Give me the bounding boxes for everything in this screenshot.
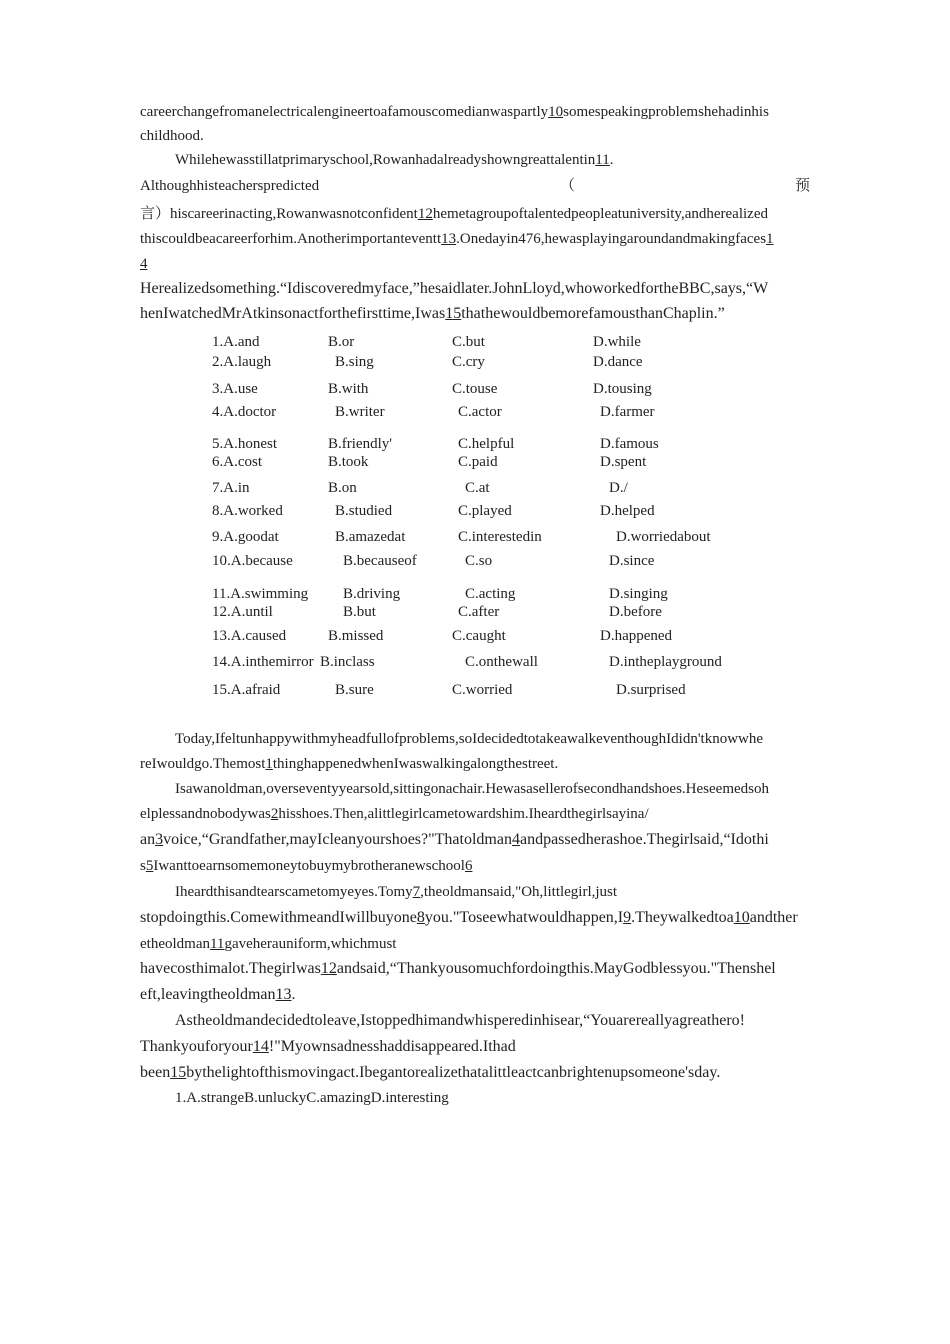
question-option-a: 1.A.and xyxy=(212,334,260,350)
question-option-a: 13.A.caused xyxy=(212,628,287,644)
question-option-d: D.happened xyxy=(600,628,673,644)
blank-13: 13 xyxy=(275,986,292,1003)
question-option-b: B.inclass xyxy=(320,654,375,670)
question-option-b: B.studied xyxy=(335,503,393,519)
question-option-d: D./ xyxy=(609,480,628,496)
passage1-line: Althoughhisteacherspredicted xyxy=(140,178,320,194)
passage1-paren: （ xyxy=(560,178,576,194)
question-option-b: B.with xyxy=(328,381,369,397)
question-option-b: B.driving xyxy=(343,586,401,602)
question-option-d: D.before xyxy=(609,604,662,620)
question-option-a: 9.A.goodat xyxy=(212,529,279,545)
blank-7: 7 xyxy=(412,884,421,900)
passage2-question: 1.A.strangeB.unluckyC.amazingD.interesting xyxy=(175,1090,449,1106)
question-option-b: B.sing xyxy=(335,354,374,370)
question-option-c: C.interestedin xyxy=(458,529,542,545)
question-option-b: B.sure xyxy=(335,682,374,698)
passage1-line: henIwatchedMrAtkinsonactforthefirsttime,Iwas15thathewouldbemorefamousthanChaplin.” xyxy=(140,305,725,322)
question-option-d: D.tousing xyxy=(593,381,652,397)
question-option-c: C.at xyxy=(465,480,490,496)
blank-14: 14 xyxy=(252,1038,269,1055)
question-option-b: B.or xyxy=(328,334,355,350)
question-option-b: B.writer xyxy=(335,404,385,420)
blank-15: 15 xyxy=(445,305,462,322)
passage2-line: Thankyouforyour14!"Myownsadnesshaddisappeared.Ithad xyxy=(140,1038,516,1055)
passage2-line: Isawanoldman,overseventyyearsold,sittingonachair.Hewasasellerofsecondhandshoes.Heseemedsoh xyxy=(175,781,769,797)
question-option-c: C.actor xyxy=(458,404,502,420)
blank-3: 3 xyxy=(155,831,164,848)
question-option-d: D.surprised xyxy=(616,682,686,698)
question-option-d: D.since xyxy=(609,553,655,569)
question-option-c: C.cry xyxy=(452,354,485,370)
question-option-a: 15.A.afraid xyxy=(212,682,281,698)
question-option-a: 3.A.use xyxy=(212,381,258,397)
passage2-line: been15bythelightofthismovingact.Ibegantorealizethatalittleactcanbrightenupsomeone'sday. xyxy=(140,1064,721,1081)
blank-9: 9 xyxy=(623,909,632,926)
blank-14b: 4 xyxy=(140,256,148,272)
passage2-line: stopdoingthis.ComewithmeandIwillbuyone8you."Toseewhatwouldhappen,I9.Theywalkedtoa10andther xyxy=(140,909,798,926)
question-option-c: C.after xyxy=(458,604,500,620)
passage2-line: elplessandnobodywas2hisshoes.Then,alittlegirlcametowardshim.Iheardthegirlsayina/ xyxy=(140,806,649,822)
question-option-c: C.caught xyxy=(452,628,506,644)
passage1-line: careerchangefromanelectricalengineertoafamouscomedianwaspartly10somespeakingproblemshehadinhis xyxy=(140,104,769,120)
question-option-d: D.while xyxy=(593,334,641,350)
passage1-line: 言）hiscareerinacting,Rowanwasnotconfident12hemetagroupoftalentedpeopleatuniversity,andherealized xyxy=(140,206,768,222)
blank-5: 5 xyxy=(145,858,154,874)
passage2-line: reIwouldgo.Themost1thinghappenedwhenIwaswalkingalongthestreet. xyxy=(140,756,559,772)
question-option-c: C.played xyxy=(458,503,512,519)
question-option-d: D.worriedabout xyxy=(616,529,711,545)
question-option-d: D.farmer xyxy=(600,404,655,420)
passage2-line: etheoldman11gaveherauniform,whichmust xyxy=(140,936,397,952)
question-option-b: B.friendly' xyxy=(328,436,392,452)
blank-14a: 1 xyxy=(766,231,774,247)
question-option-c: C.onthewall xyxy=(465,654,538,670)
passage1-line: Whilehewasstillatprimaryschool,Rowanhadalreadyshowngreattalentin11. xyxy=(175,152,614,168)
question-option-b: B.took xyxy=(328,454,369,470)
blank-11: 11 xyxy=(595,152,610,168)
question-option-b: B.becauseof xyxy=(343,553,417,569)
question-option-c: C.worried xyxy=(452,682,513,698)
passage1-line: childhood. xyxy=(140,128,204,144)
question-option-d: D.spent xyxy=(600,454,647,470)
question-option-a: 14.A.inthemirror xyxy=(212,654,314,670)
blank-12: 12 xyxy=(417,206,433,222)
question-option-a: 10.A.because xyxy=(212,553,293,569)
passage1-line: thiscouldbeacareerforhim.Anotherimportanteventt13.Onedayin476,hewasplayingaroundandmakingfaces1 xyxy=(140,231,774,247)
passage1-char: 预 xyxy=(795,178,811,194)
blank-10: 10 xyxy=(733,909,750,926)
blank-4: 4 xyxy=(511,831,520,848)
question-option-a: 7.A.in xyxy=(212,480,250,496)
blank-2: 2 xyxy=(270,806,279,822)
question-option-a: 4.A.doctor xyxy=(212,404,277,420)
blank-12: 12 xyxy=(320,960,337,977)
question-option-d: D.dance xyxy=(593,354,643,370)
question-option-d: D.singing xyxy=(609,586,668,602)
blank-11: 11 xyxy=(209,936,225,952)
passage2-line: Astheoldmandecidedtoleave,Istoppedhimandwhisperedinhisear,“Youarereallyagreathero! xyxy=(175,1012,745,1029)
passage2-line: Today,Ifeltunhappywithmyheadfullofproblems,soIdecidedtotakeawalkeventhoughIdidn'tknowwhe xyxy=(175,731,764,747)
question-option-b: B.amazedat xyxy=(335,529,406,545)
blank-10: 10 xyxy=(548,104,564,120)
blank-6: 6 xyxy=(464,858,473,874)
blank-8: 8 xyxy=(416,909,425,926)
question-option-a: 6.A.cost xyxy=(212,454,262,470)
question-option-c: C.acting xyxy=(465,586,516,602)
blank-1: 1 xyxy=(265,756,273,772)
question-option-d: D.famous xyxy=(600,436,659,452)
question-option-d: D.helped xyxy=(600,503,655,519)
question-option-c: C.so xyxy=(465,553,493,569)
question-option-a: 2.A.laugh xyxy=(212,354,272,370)
question-option-c: C.but xyxy=(452,334,485,350)
question-option-c: C.touse xyxy=(452,381,498,397)
passage2-line: s5Iwanttoearnsomemoneytobuymybrotheranewschool6 xyxy=(140,858,473,874)
passage2-line: Iheardthisandtearscametomyeyes.Tomy7,theoldmansaid,"Oh,littlegirl,just xyxy=(175,884,618,900)
passage2-line: an3voice,“Grandfather,mayIcleanyourshoes?"Thatoldman4andpassedherashoe.Thegirlsaid,“Idothi xyxy=(140,831,769,848)
question-option-a: 12.A.until xyxy=(212,604,273,620)
question-option-a: 5.A.honest xyxy=(212,436,277,452)
passage2-line: havecosthimalot.Thegirlwas12andsaid,“Thankyousomuchfordoingthis.MayGodblessyou."Thenshel xyxy=(140,960,776,977)
question-option-d: D.intheplayground xyxy=(609,654,722,670)
blank-15: 15 xyxy=(170,1064,187,1081)
passage1-line: Herealizedsomething.“Idiscoveredmyface,”hesaidlater.JohnLloyd,whoworkedfortheBBC,says,“W xyxy=(140,280,769,297)
question-option-a: 8.A.worked xyxy=(212,503,283,519)
question-option-b: B.missed xyxy=(328,628,384,644)
question-option-b: B.on xyxy=(328,480,357,496)
question-option-b: B.but xyxy=(343,604,376,620)
question-option-c: C.paid xyxy=(458,454,498,470)
blank-13: 13 xyxy=(441,231,457,247)
passage2-line: eft,leavingtheoldman13. xyxy=(140,986,296,1003)
question-option-a: 11.A.swimming xyxy=(212,586,309,602)
question-option-c: C.helpful xyxy=(458,436,515,452)
